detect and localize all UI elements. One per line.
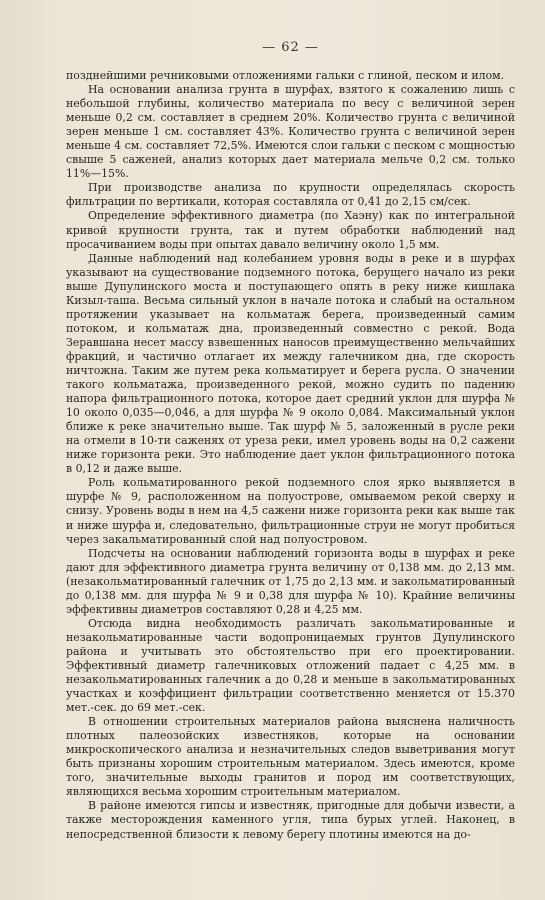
paragraph: Роль кольматированного рекой подземного слоя ярко выявляется в шурфе № 9, расположенном на полуострове, омываемом рекой сверху и снизу. Уровень воды в нем на 4,5 сажени ниже горизонта реки как выше так и ниже шурфа и, следовательно, фильтрационные струи не могут пробиться через закальматированный слой над полуостровом. [66, 476, 515, 546]
paragraph: Подсчеты на основании наблюдений горизонта воды в шурфах и реке дают для эффективного диаметра грунта величину от 0,138 мм. до 2,13 мм. (незакольматированный галечник от 1,75 до 2,13 мм. и закольматированный до 0,138 мм. для шурфа № 9 и 0,38 для шурфа № 10). Крайние величины эффективны диаметров составляют 0,28 и 4,25 мм. [66, 546, 515, 616]
body-text [66, 69, 515, 842]
paragraph: позднейшими речниковыми отложениями гальки с глиной, песком и илом. [66, 69, 505, 82]
paragraph: В отношении строительных материалов района выяснена наличность плотных палеозойских известняков, которые на основании микроскопического анализа и незначительных следов выветривания могут быть признаны хорошим строительным материалом. Здесь имеются, кроме того, значительные выходы гранитов и пород им соответствующих, являющихся весьма хорошим строительным материалом. [66, 715, 515, 799]
paragraph: На основании анализа грунта в шурфах, взятого к сожалению лишь с небольшой глубины, количество материала по весу с величиной зерен меньше 0,2 см. составляет в среднем 20%. Количество грунта с величиной зерен меньше 1 см. составляет 43%. Количество грунта с величиной зерен меньше 4 см. составляет 72,5%. Имеются слои гальки с песком с мощностью свыше 5 саженей, анализ которых дает материала мельче 0,2 см. только 11%—15%. [66, 83, 515, 181]
paragraph: В районе имеются гипсы и известняк, пригодные для добычи извести, а также месторождения каменного угля, типа бурых углей. Наконец, в непосредственной близости к левому берегу плотины имеются на до- [66, 799, 515, 841]
page-number: — 62 — [262, 40, 319, 55]
paragraph: При производстве анализа по крупности определялась скорость фильтрации по вертикали, которая составляла от 0,41 до 2,15 см/сек. [66, 181, 515, 209]
paragraph: Отсюда видна необходимость различать закольматированные и незакольматированные части водопроницаемых грунтов Дупулинского района и учитывать это обстоятельство при его проектировании. Эффективный диаметр галечниковых отложений падает с 4,25 мм. в незакольматированных галечник а до 0,28 и меньше в закольматированных участках и коэффициент фильтрации соответственно меняется от 15.370 мет.-сек. до 69 мет.-сек. [66, 616, 515, 715]
paragraph: Определение эффективного диаметра (по Хаэну) как по интегральной кривой крупности грунта, так и путем обработки наблюдений над просачиванием воды при опытах давало величину около 1,5 мм. [66, 209, 515, 251]
paragraph: Данные наблюдений над колебанием уровня воды в реке и в шурфах указывают на существование подземного потока, берущего начало из реки выше Дупулинского моста и поступающего опять в реку ниже кишлака Кизыл-таша. Весьма сильный уклон в начале потока и слабый на остальном протяжении указывает на кольматаж берега, произведенный самим потоком, и кольматаж дна, произведенный совместно с рекой. Вода Зеравшана несет массу взвешенных наносов преимущественно мельчайших фракций, и частично отлагает их между галечником дна, где скорость ничтожна. Таким же путем река кольматирует и берега русла. О значении такого кольматажа, произведенного рекой, можно судить по падению напора фильтрационного потока, которое дает средний уклон для шурфа № 10 около 0,035—0,046, а для шурфа № 9 около 0,084. Максимальный уклон ближе к реке значительно выше. Так шурф № 5, заложенный в русле реки на отмели в 10-ти саженях от уреза реки, имел уровень воды на 0,2 сажени ниже горизонта реки. Это наблюдение дает уклон фильтрационного потока в 0,12 и даже выше. [66, 251, 515, 476]
